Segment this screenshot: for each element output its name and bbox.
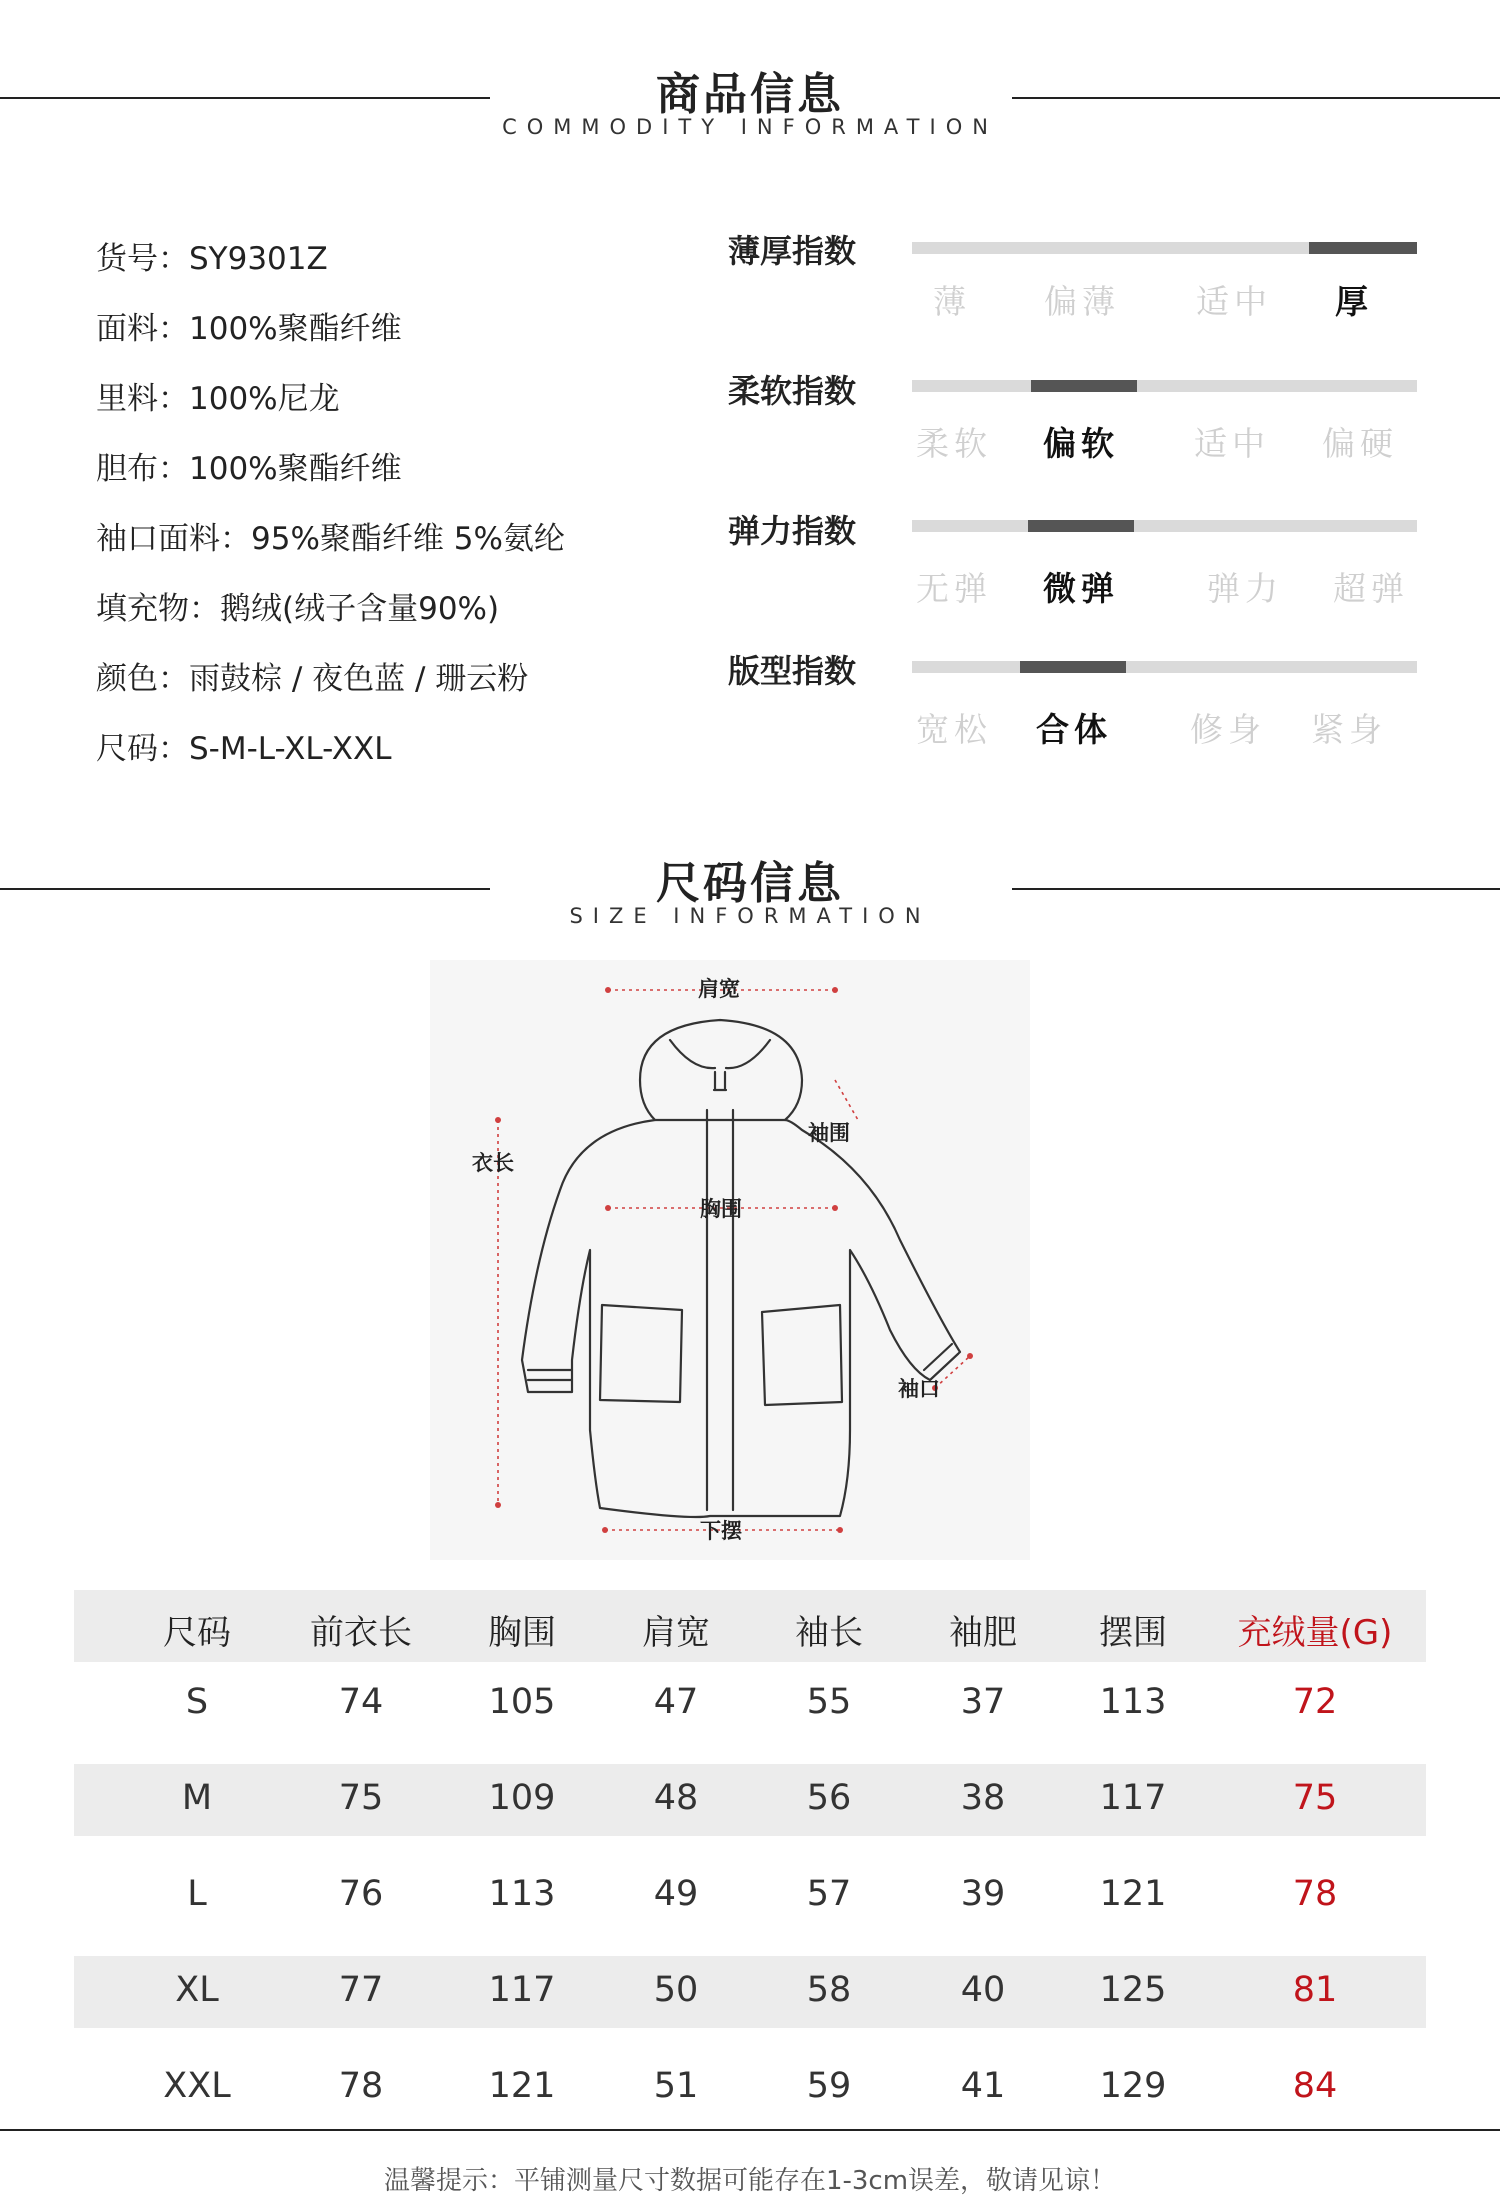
table-cell-size: L xyxy=(187,1874,207,1914)
index-fit-label-1: 宽松 xyxy=(916,710,992,749)
table-cell-size: XL xyxy=(175,1970,219,2010)
table-header-cell: 袖长 xyxy=(795,1613,863,1653)
diagram-label-shoulder: 肩宽 xyxy=(698,977,740,1001)
table-cell: 41 xyxy=(960,2066,1006,2106)
table-cell: 51 xyxy=(653,2066,699,2106)
diagram-label-sleeve-width: 袖围 xyxy=(808,1121,850,1145)
table-cell: 50 xyxy=(653,1970,699,2010)
index-softness-marker xyxy=(1031,380,1137,392)
table-cell: 129 xyxy=(1099,2066,1167,2106)
index-thickness-track xyxy=(912,242,1417,254)
index-fit-track xyxy=(912,661,1417,673)
diagram-label-cuff: 袖口 xyxy=(898,1377,940,1401)
table-cell: 47 xyxy=(653,1682,699,1722)
index-softness-label-2: 偏软 xyxy=(1043,424,1119,463)
index-fit-label-2: 合体 xyxy=(1036,710,1112,749)
table-cell: 113 xyxy=(488,1874,556,1914)
index-softness-track xyxy=(912,380,1417,392)
index-fit-label-4: 紧身 xyxy=(1311,710,1387,749)
index-fit-title: 版型指数 xyxy=(728,652,857,690)
commodity-title: 商品信息 xyxy=(656,69,844,120)
index-elasticity-label-4: 超弹 xyxy=(1333,569,1409,608)
table-cell-size: S xyxy=(185,1682,209,1722)
index-thickness-marker xyxy=(1309,242,1417,254)
index-thickness-title: 薄厚指数 xyxy=(728,232,857,270)
index-elasticity-label-3: 弹力 xyxy=(1207,569,1283,608)
table-header-cell: 前衣长 xyxy=(310,1613,412,1653)
table-cell: 39 xyxy=(960,1874,1006,1914)
table-cell: 37 xyxy=(960,1682,1006,1722)
table-cell: 59 xyxy=(806,2066,852,2106)
info-item-colors: 颜色：雨鼓棕 / 夜色蓝 / 珊云粉 xyxy=(96,661,529,697)
diagram-label-length: 衣长 xyxy=(472,1151,514,1175)
table-cell-down: 84 xyxy=(1292,2066,1338,2106)
table-cell-size: XXL xyxy=(163,2066,231,2106)
table-cell-down: 78 xyxy=(1292,1874,1338,1914)
table-cell: 77 xyxy=(338,1970,384,2010)
table-cell: 121 xyxy=(488,2066,556,2106)
commodity-subtitle: COMMODITY INFORMATION xyxy=(502,115,998,139)
table-cell: 117 xyxy=(488,1970,556,2010)
index-elasticity-label-1: 无弹 xyxy=(916,569,992,608)
table-header-cell: 袖肥 xyxy=(949,1613,1017,1653)
index-elasticity-marker xyxy=(1028,520,1134,532)
info-item-inner-fabric: 胆布：100%聚酯纤维 xyxy=(96,451,402,487)
table-cell: 121 xyxy=(1099,1874,1167,1914)
info-item-cuff-fabric: 袖口面料：95%聚酯纤维 5%氨纶 xyxy=(96,521,565,557)
table-cell-size: M xyxy=(181,1778,213,1818)
index-elasticity-title: 弹力指数 xyxy=(728,512,857,550)
table-cell-down: 81 xyxy=(1292,1970,1338,2010)
table-cell: 38 xyxy=(960,1778,1006,1818)
index-elasticity-label-2: 微弹 xyxy=(1043,569,1119,608)
index-softness-label-1: 柔软 xyxy=(916,424,992,463)
diagram-label-chest: 胸围 xyxy=(700,1197,742,1221)
info-item-lining: 里料：100%尼龙 xyxy=(96,381,340,417)
table-cell: 56 xyxy=(806,1778,852,1818)
index-fit-label-3: 修身 xyxy=(1190,710,1266,749)
diagram-background xyxy=(430,960,1030,1560)
table-header-cell: 肩宽 xyxy=(642,1613,710,1653)
table-header-cell-down: 充绒量(G) xyxy=(1237,1613,1393,1653)
table-cell: 75 xyxy=(338,1778,384,1818)
table-cell: 113 xyxy=(1099,1682,1167,1722)
table-cell: 74 xyxy=(338,1682,384,1722)
table-header-cell: 摆围 xyxy=(1099,1613,1167,1653)
index-softness-label-4: 偏硬 xyxy=(1322,424,1398,463)
table-cell: 105 xyxy=(488,1682,556,1722)
size-title: 尺码信息 xyxy=(656,858,844,909)
index-elasticity-track xyxy=(912,520,1417,532)
table-header-cell: 尺码 xyxy=(163,1613,231,1653)
size-subtitle: SIZE INFORMATION xyxy=(569,904,931,928)
info-item-filling: 填充物：鹅绒(绒子含量90%) xyxy=(96,591,500,627)
table-cell: 55 xyxy=(806,1682,852,1722)
table-cell: 76 xyxy=(338,1874,384,1914)
table-cell: 125 xyxy=(1099,1970,1167,2010)
table-header-cell: 胸围 xyxy=(488,1613,556,1653)
info-item-sizes: 尺码：S-M-L-XL-XXL xyxy=(96,731,392,767)
garment-diagram xyxy=(430,960,1030,1560)
index-softness-title: 柔软指数 xyxy=(728,372,857,410)
table-cell: 57 xyxy=(806,1874,852,1914)
table-cell: 117 xyxy=(1099,1778,1167,1818)
table-cell: 78 xyxy=(338,2066,384,2106)
table-cell: 109 xyxy=(488,1778,556,1818)
diagram-label-hem: 下摆 xyxy=(700,1519,742,1543)
table-cell: 49 xyxy=(653,1874,699,1914)
index-thickness-label-1: 薄 xyxy=(933,282,971,321)
info-item-fabric: 面料：100%聚酯纤维 xyxy=(96,311,402,347)
table-cell: 40 xyxy=(960,1970,1006,2010)
info-item-sku: 货号：SY9301Z xyxy=(96,241,328,277)
table-bottom-rule xyxy=(0,2129,1500,2131)
table-cell-down: 75 xyxy=(1292,1778,1338,1818)
index-thickness-label-2: 偏薄 xyxy=(1044,282,1120,321)
measurement-note: 温馨提示：平铺测量尺寸数据可能存在1-3cm误差，敬请见谅！ xyxy=(383,2166,1117,2196)
index-fit-marker xyxy=(1020,661,1126,673)
index-softness-label-3: 适中 xyxy=(1194,424,1270,463)
table-cell: 58 xyxy=(806,1970,852,2010)
index-thickness-label-3: 适中 xyxy=(1196,282,1272,321)
table-cell: 48 xyxy=(653,1778,699,1818)
index-thickness-label-4: 厚 xyxy=(1335,282,1373,321)
table-cell-down: 72 xyxy=(1292,1682,1338,1722)
